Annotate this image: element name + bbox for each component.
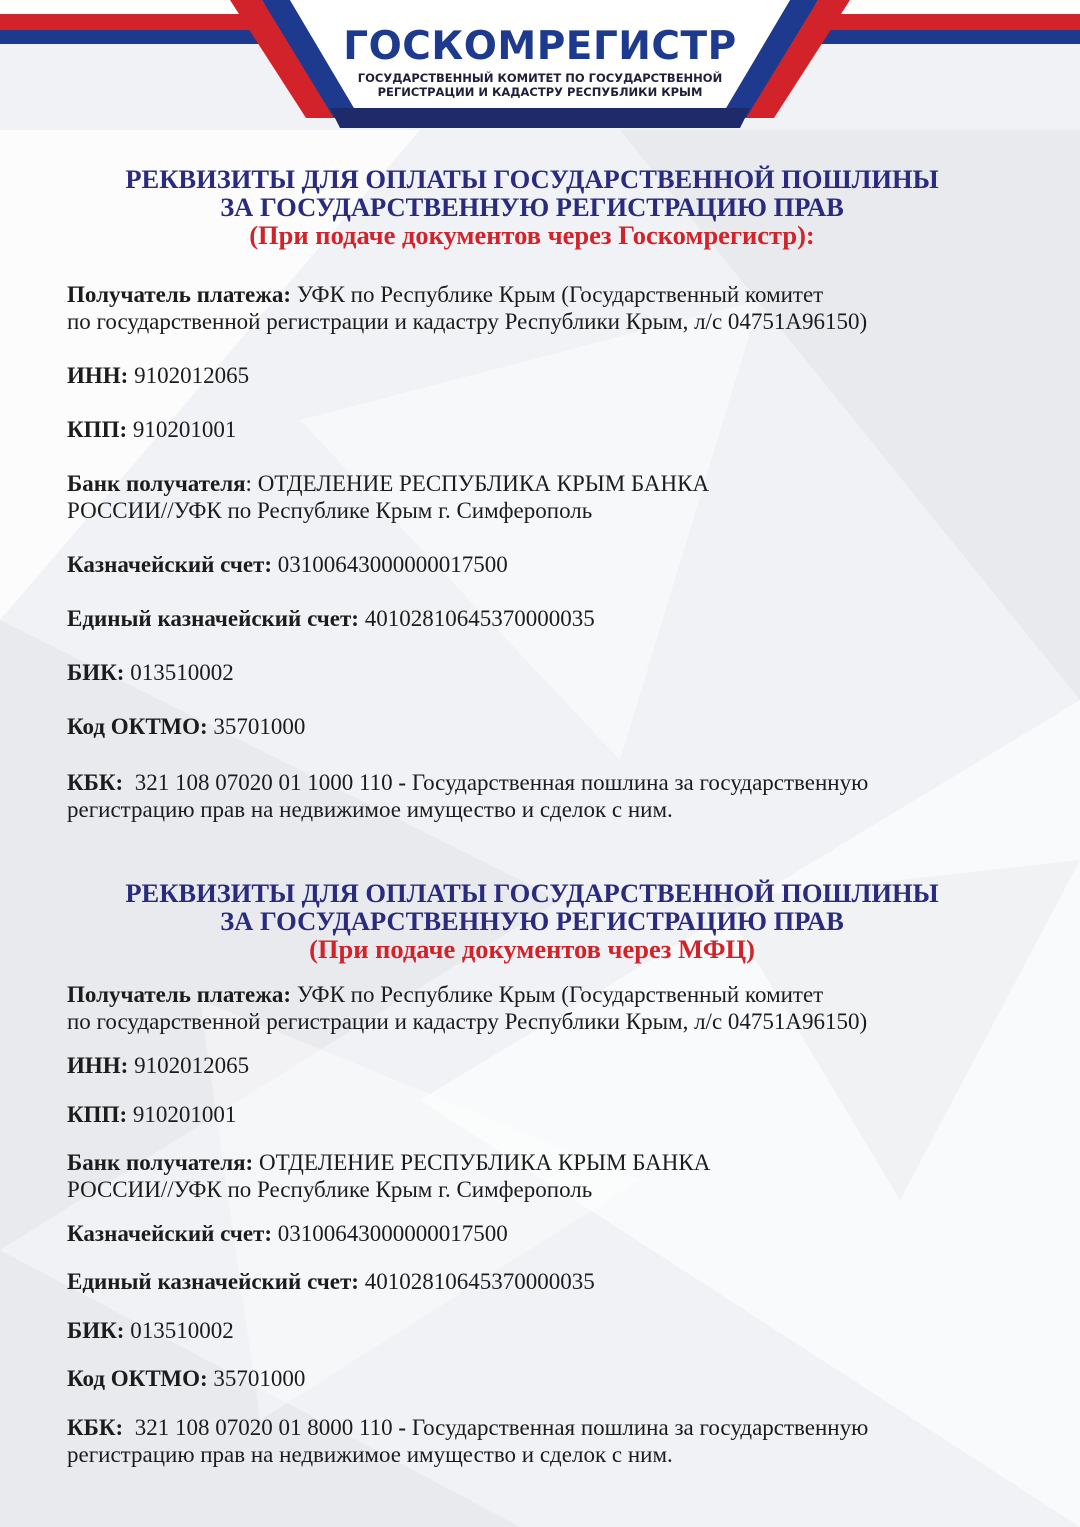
single-treasury-label: Единый казначейский счет:: [67, 1269, 359, 1294]
section-1-bik: [67, 659, 1027, 686]
treasury-value: 03100643000000017500: [277, 552, 508, 577]
single-treasury-label: Единый казначейский счет:: [67, 606, 359, 631]
kbk-dash: -: [398, 770, 407, 795]
section-2-heading-sub: (При подаче документов через МФЦ): [309, 934, 755, 964]
bank-value-line2: РОССИИ//УФК по Республике Крым г. Симферополь: [67, 498, 593, 523]
kpp-value: 910201001: [132, 417, 237, 442]
section-1-bank: [67, 470, 1027, 524]
logo-title: ГОСКОМРЕГИСТР: [343, 24, 737, 69]
recipient-value-line1: УФК по Республике Крым (Государственный комитет: [296, 282, 824, 307]
kbk-desc-line2: регистрацию прав на недвижимое имущество и сделок с ним.: [67, 1442, 673, 1467]
kbk-label: КБК:: [67, 1415, 124, 1440]
inn-value: 9102012065: [134, 1053, 250, 1078]
bik-value: 013510002: [130, 1318, 234, 1343]
section-2-kpp: [67, 1101, 1027, 1128]
bank-separator: :: [245, 471, 252, 496]
treasury-label: Казначейский счет:: [67, 552, 272, 577]
recipient-value-line1: УФК по Республике Крым (Государственный комитет: [296, 982, 824, 1007]
section-2-inn: [67, 1052, 1027, 1079]
recipient-label: Получатель платежа:: [67, 982, 292, 1007]
single-treasury-value: 40102810645370000035: [364, 606, 595, 631]
section-2-heading: [60, 879, 1004, 963]
kbk-desc-line1: Государственная пошлина за государственную: [411, 1415, 869, 1440]
section-1-inn: [67, 362, 1027, 389]
bank-value-line1: ОТДЕЛЕНИЕ РЕСПУБЛИКА КРЫМ БАНКА: [258, 1150, 711, 1175]
kbk-label: КБК:: [67, 770, 124, 795]
section-2-oktmo: [67, 1365, 1027, 1392]
single-treasury-value: 40102810645370000035: [364, 1269, 595, 1294]
section-2-heading-line2: ЗА ГОСУДАРСТВЕННУЮ РЕГИСТРАЦИЮ ПРАВ: [220, 906, 844, 936]
section-2-bik: [67, 1317, 1027, 1344]
inn-label: ИНН:: [67, 1053, 129, 1078]
bik-label: БИК:: [67, 1318, 125, 1343]
recipient-value-line2: по государственной регистрации и кадастру Республики Крым, л/с 04751А96150): [67, 1009, 868, 1034]
bank-value-line2: РОССИИ//УФК по Республике Крым г. Симферополь: [67, 1177, 593, 1202]
inn-label: ИНН:: [67, 363, 129, 388]
section-1-heading-line1: РЕКВИЗИТЫ ДЛЯ ОПЛАТЫ ГОСУДАРСТВЕННОЙ ПОШЛИНЫ: [125, 164, 939, 194]
section-2-treasury-account: [67, 1220, 1027, 1247]
kbk-desc-line1: Государственная пошлина за государственную: [411, 770, 869, 795]
section-2-heading-line1: РЕКВИЗИТЫ ДЛЯ ОПЛАТЫ ГОСУДАРСТВЕННОЙ ПОШЛИНЫ: [125, 878, 939, 908]
kbk-code: 321 108 07020 01 1000 110: [134, 770, 393, 795]
section-1-heading-sub: (При подаче документов через Госкомрегистр):: [249, 220, 815, 250]
section-1-heading-line2: ЗА ГОСУДАРСТВЕННУЮ РЕГИСТРАЦИЮ ПРАВ: [220, 192, 844, 222]
kpp-label: КПП:: [67, 1102, 128, 1127]
oktmo-value: 35701000: [213, 1366, 306, 1391]
section-1-kbk: [67, 769, 1027, 823]
bank-label: Банк получателя:: [67, 1150, 254, 1175]
logo-subtitle-line1: ГОСУДАРСТВЕННЫЙ КОМИТЕТ ПО ГОСУДАРСТВЕННОЙ: [357, 71, 723, 85]
section-1-heading: [60, 165, 1004, 249]
kbk-dash: -: [398, 1415, 407, 1440]
bik-label: БИК:: [67, 660, 125, 685]
kbk-code: 321 108 07020 01 8000 110: [134, 1415, 393, 1440]
kpp-value: 910201001: [132, 1102, 237, 1127]
section-2-kbk: [67, 1414, 1027, 1468]
section-1-single-treasury-account: [67, 605, 1027, 632]
recipient-value-line2: по государственной регистрации и кадастру Республики Крым, л/с 04751А96150): [67, 309, 868, 334]
kbk-desc-line2: регистрацию прав на недвижимое имущество и сделок с ним.: [67, 797, 673, 822]
treasury-value: 03100643000000017500: [277, 1221, 508, 1246]
section-2-bank: [67, 1149, 1027, 1203]
bank-label: Банк получателя: [67, 471, 246, 496]
section-1-kpp: [67, 416, 1027, 443]
section-1-treasury-account: [67, 551, 1027, 578]
logo-subtitle-line2: РЕГИСТРАЦИИ И КАДАСТРУ РЕСПУБЛИКИ КРЫМ: [377, 85, 703, 99]
kpp-label: КПП:: [67, 417, 128, 442]
section-2-single-treasury-account: [67, 1268, 1027, 1295]
inn-value: 9102012065: [134, 363, 250, 388]
section-1-oktmo: [67, 713, 1027, 740]
oktmo-value: 35701000: [213, 714, 306, 739]
bank-value-line1: ОТДЕЛЕНИЕ РЕСПУБЛИКА КРЫМ БАНКА: [257, 471, 710, 496]
section-1-recipient: [67, 281, 1027, 335]
oktmo-label: Код ОКТМО:: [67, 1366, 208, 1391]
section-2-recipient: [67, 981, 1027, 1035]
bik-value: 013510002: [130, 660, 234, 685]
recipient-label: Получатель платежа:: [67, 282, 292, 307]
treasury-label: Казначейский счет:: [67, 1221, 272, 1246]
oktmo-label: Код ОКТМО:: [67, 714, 208, 739]
